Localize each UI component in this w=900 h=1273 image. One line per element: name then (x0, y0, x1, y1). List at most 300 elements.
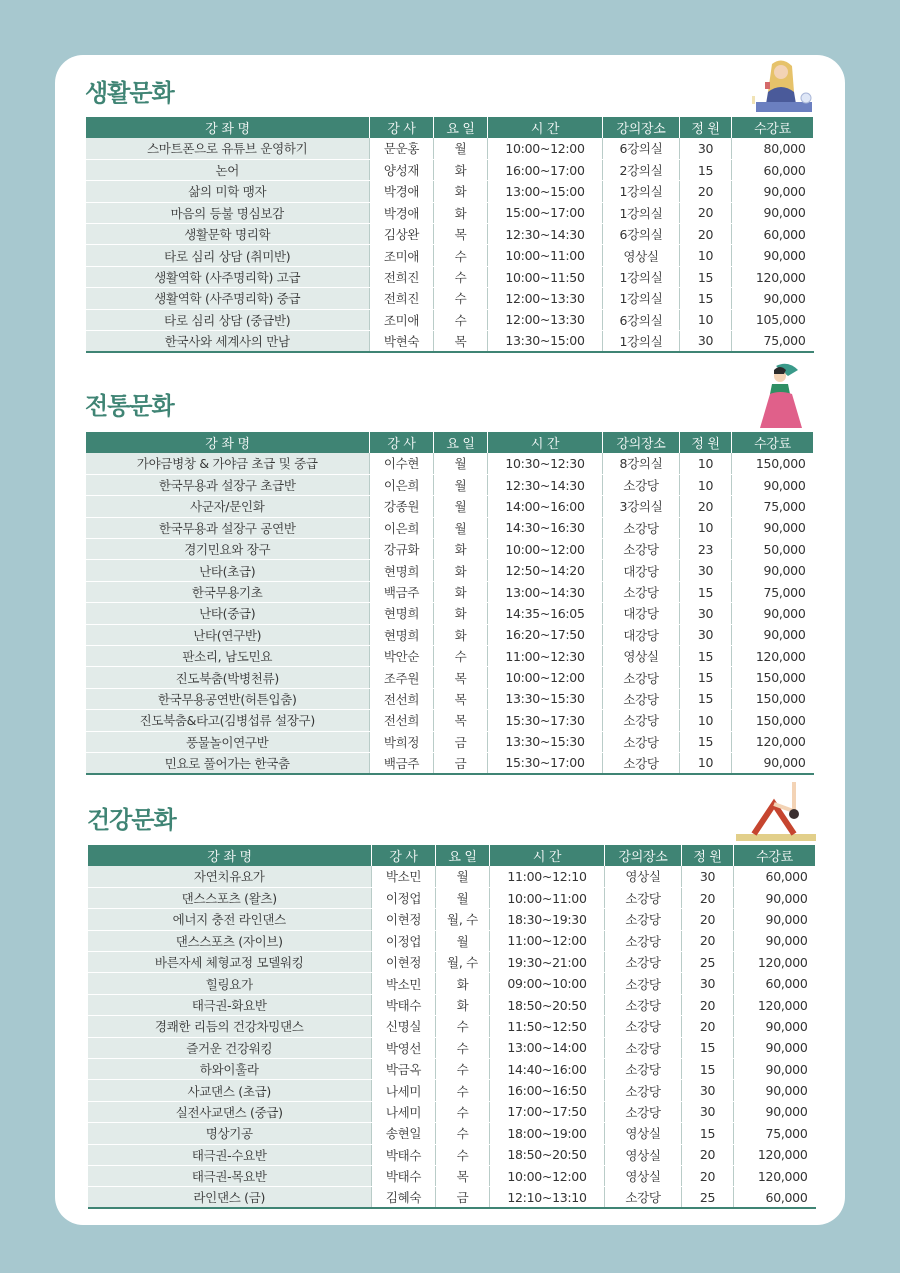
instructor-cell: 이현정 (372, 909, 436, 930)
capacity-cell: 10 (680, 710, 732, 731)
course-name-cell: 논어 (86, 159, 370, 180)
table-row (88, 866, 816, 887)
instructor-cell: 이정업 (372, 930, 436, 951)
day-cell: 목 (434, 688, 488, 709)
table-row (88, 952, 816, 973)
instructor-cell: 박영선 (372, 1037, 436, 1058)
course-table (85, 117, 814, 353)
room-cell: 소강당 (605, 930, 682, 951)
table-row (88, 930, 816, 951)
time-cell: 14:40~16:00 (490, 1059, 605, 1080)
instructor-cell: 박태수 (372, 1144, 436, 1165)
fee-cell: 120,000 (734, 952, 816, 973)
capacity-cell: 15 (682, 1123, 734, 1144)
fee-cell: 150,000 (732, 688, 814, 709)
time-cell: 19:30~21:00 (490, 952, 605, 973)
table-row (88, 887, 816, 908)
fee-cell: 90,000 (734, 1101, 816, 1122)
room-cell: 대강당 (603, 560, 680, 581)
course-name-cell: 가야금병창 & 가야금 초급 및 중급 (86, 453, 370, 474)
capacity-cell: 15 (680, 731, 732, 752)
fee-cell: 90,000 (734, 1016, 816, 1037)
column-header-room: 강의장소 (603, 117, 680, 138)
day-cell: 월 (436, 887, 490, 908)
column-header-time: 시 간 (488, 117, 603, 138)
time-cell: 10:00~12:00 (488, 667, 603, 688)
table-row (88, 973, 816, 994)
capacity-cell: 30 (680, 138, 732, 159)
room-cell: 소강당 (605, 887, 682, 908)
table-row (86, 646, 814, 667)
day-cell: 목 (434, 667, 488, 688)
column-header-day: 요 일 (434, 432, 488, 453)
instructor-cell: 조미애 (370, 245, 434, 266)
room-cell: 소강당 (605, 994, 682, 1015)
course-name-cell: 생활문학 명리학 (86, 224, 370, 245)
time-cell: 11:50~12:50 (490, 1016, 605, 1037)
day-cell: 화 (434, 581, 488, 602)
room-cell: 영상실 (605, 1123, 682, 1144)
fee-cell: 75,000 (734, 1123, 816, 1144)
table-row (86, 202, 814, 223)
time-cell: 10:00~11:00 (490, 887, 605, 908)
capacity-cell: 15 (680, 288, 732, 309)
course-name-cell: 민요로 풀어가는 한국춤 (86, 752, 370, 773)
fee-cell: 120,000 (734, 994, 816, 1015)
table-header-row (86, 432, 814, 453)
time-cell: 10:00~12:00 (488, 138, 603, 159)
time-cell: 13:30~15:30 (488, 731, 603, 752)
fee-cell: 120,000 (732, 646, 814, 667)
course-name-cell: 명상기공 (88, 1123, 372, 1144)
table-row (86, 331, 814, 352)
capacity-cell: 10 (680, 309, 732, 330)
table-row (86, 539, 814, 560)
fee-cell: 90,000 (734, 1080, 816, 1101)
capacity-cell: 15 (680, 688, 732, 709)
fee-cell: 60,000 (732, 159, 814, 180)
day-cell: 목 (436, 1165, 490, 1186)
time-cell: 18:00~19:00 (490, 1123, 605, 1144)
instructor-cell: 박태수 (372, 1165, 436, 1186)
capacity-cell: 30 (680, 624, 732, 645)
table-row (86, 288, 814, 309)
table-row (88, 994, 816, 1015)
room-cell: 소강당 (605, 1059, 682, 1080)
capacity-cell: 20 (682, 887, 734, 908)
section-title: 전통문화 (85, 392, 174, 420)
time-cell: 12:50~14:20 (488, 560, 603, 581)
fee-cell: 75,000 (732, 581, 814, 602)
instructor-cell: 이은희 (370, 474, 434, 495)
capacity-cell: 10 (680, 752, 732, 773)
time-cell: 18:30~19:30 (490, 909, 605, 930)
time-cell: 10:00~12:00 (490, 1165, 605, 1186)
fee-cell: 75,000 (732, 331, 814, 352)
day-cell: 수 (434, 266, 488, 287)
room-cell: 소강당 (603, 731, 680, 752)
room-cell: 1강의실 (603, 202, 680, 223)
course-name-cell: 생활역학 (사주명리학) 고급 (86, 266, 370, 287)
time-cell: 15:30~17:30 (488, 710, 603, 731)
time-cell: 16:00~17:00 (488, 159, 603, 180)
instructor-cell: 박태수 (372, 994, 436, 1015)
course-table (85, 432, 814, 775)
instructor-cell: 김상완 (370, 224, 434, 245)
room-cell: 소강당 (605, 1080, 682, 1101)
capacity-cell: 15 (680, 667, 732, 688)
room-cell: 소강당 (603, 474, 680, 495)
table-row (86, 688, 814, 709)
course-name-cell: 하와이훌라 (88, 1059, 372, 1080)
time-cell: 15:30~17:00 (488, 752, 603, 773)
capacity-cell: 20 (680, 181, 732, 202)
course-name-cell: 경쾌한 리듬의 건강차밍댄스 (88, 1016, 372, 1037)
column-header-room: 강의장소 (603, 432, 680, 453)
day-cell: 금 (434, 731, 488, 752)
room-cell: 소강당 (603, 710, 680, 731)
instructor-cell: 현명희 (370, 560, 434, 581)
time-cell: 16:00~16:50 (490, 1080, 605, 1101)
table-row (86, 752, 814, 773)
course-name-cell: 태극권-목요반 (88, 1165, 372, 1186)
course-name-cell: 댄스스포츠 (자이브) (88, 930, 372, 951)
capacity-cell: 15 (680, 646, 732, 667)
room-cell: 소강당 (605, 952, 682, 973)
time-cell: 12:00~13:30 (488, 309, 603, 330)
instructor-cell: 백금주 (370, 752, 434, 773)
instructor-cell: 박경애 (370, 202, 434, 223)
room-cell: 8강의실 (603, 453, 680, 474)
section-title: 건강문화 (87, 806, 176, 834)
room-cell: 영상실 (605, 1165, 682, 1186)
table-row (86, 496, 814, 517)
course-name-cell: 라인댄스 (금) (88, 1187, 372, 1208)
instructor-cell: 이정업 (372, 887, 436, 908)
column-header-course-name: 강 좌 명 (86, 117, 370, 138)
table-row (86, 603, 814, 624)
capacity-cell: 15 (680, 581, 732, 602)
room-cell: 소강당 (605, 973, 682, 994)
time-cell: 13:30~15:30 (488, 688, 603, 709)
time-cell: 12:00~13:30 (488, 288, 603, 309)
capacity-cell: 25 (682, 1187, 734, 1208)
course-name-cell: 사군자/문인화 (86, 496, 370, 517)
capacity-cell: 20 (680, 224, 732, 245)
capacity-cell: 20 (680, 496, 732, 517)
fee-cell: 150,000 (732, 710, 814, 731)
course-name-cell: 자연치유요가 (88, 866, 372, 887)
room-cell: 3강의실 (603, 496, 680, 517)
course-name-cell: 한국무용과 설장구 공연반 (86, 517, 370, 538)
room-cell: 소강당 (605, 1037, 682, 1058)
day-cell: 월 (436, 866, 490, 887)
fee-cell: 105,000 (732, 309, 814, 330)
room-cell: 영상실 (605, 866, 682, 887)
room-cell: 대강당 (603, 603, 680, 624)
time-cell: 14:00~16:00 (488, 496, 603, 517)
course-name-cell: 사교댄스 (초급) (88, 1080, 372, 1101)
fee-cell: 120,000 (734, 1144, 816, 1165)
instructor-cell: 박현숙 (370, 331, 434, 352)
column-header-time: 시 간 (490, 845, 605, 866)
room-cell: 소강당 (603, 581, 680, 602)
day-cell: 월 (434, 474, 488, 495)
fee-cell: 90,000 (732, 603, 814, 624)
room-cell: 영상실 (603, 245, 680, 266)
capacity-cell: 10 (680, 245, 732, 266)
instructor-cell: 전선희 (370, 710, 434, 731)
fee-cell: 90,000 (732, 624, 814, 645)
table-row (86, 224, 814, 245)
day-cell: 월 (434, 517, 488, 538)
course-name-cell: 풍물놀이연구반 (86, 731, 370, 752)
column-header-instructor: 강 사 (370, 117, 434, 138)
room-cell: 1강의실 (603, 266, 680, 287)
fee-cell: 60,000 (734, 1187, 816, 1208)
day-cell: 월, 수 (436, 952, 490, 973)
instructor-cell: 박소민 (372, 866, 436, 887)
table-row (88, 1187, 816, 1208)
day-cell: 금 (434, 752, 488, 773)
column-header-time: 시 간 (488, 432, 603, 453)
day-cell: 수 (434, 309, 488, 330)
time-cell: 15:00~17:00 (488, 202, 603, 223)
time-cell: 13:00~14:30 (488, 581, 603, 602)
instructor-cell: 박경애 (370, 181, 434, 202)
room-cell: 1강의실 (603, 181, 680, 202)
course-name-cell: 즐거운 건강워킹 (88, 1037, 372, 1058)
capacity-cell: 10 (680, 474, 732, 495)
column-header-fee: 수강료 (732, 117, 814, 138)
fee-cell: 90,000 (732, 245, 814, 266)
instructor-cell: 양성재 (370, 159, 434, 180)
room-cell: 소강당 (605, 909, 682, 930)
table-row (86, 266, 814, 287)
column-header-instructor: 강 사 (372, 845, 436, 866)
section-health-culture (87, 805, 815, 1209)
capacity-cell: 20 (682, 1165, 734, 1186)
fee-cell: 50,000 (732, 539, 814, 560)
capacity-cell: 10 (680, 517, 732, 538)
table-row (86, 560, 814, 581)
course-name-cell: 한국사와 세계사의 만남 (86, 331, 370, 352)
table-row (88, 1165, 816, 1186)
fee-cell: 90,000 (732, 517, 814, 538)
column-header-capacity: 정 원 (680, 117, 732, 138)
capacity-cell: 30 (682, 1080, 734, 1101)
room-cell: 소강당 (605, 1101, 682, 1122)
day-cell: 수 (434, 646, 488, 667)
course-name-cell: 난타(연구반) (86, 624, 370, 645)
day-cell: 월 (434, 496, 488, 517)
column-header-capacity: 정 원 (682, 845, 734, 866)
table-row (86, 159, 814, 180)
room-cell: 대강당 (603, 624, 680, 645)
capacity-cell: 15 (680, 266, 732, 287)
time-cell: 10:30~12:30 (488, 453, 603, 474)
day-cell: 화 (434, 603, 488, 624)
table-row (88, 1080, 816, 1101)
fee-cell: 150,000 (732, 667, 814, 688)
time-cell: 11:00~12:00 (490, 930, 605, 951)
table-header-row (86, 117, 814, 138)
capacity-cell: 25 (682, 952, 734, 973)
fee-cell: 75,000 (732, 496, 814, 517)
section-lifestyle-culture (85, 78, 813, 353)
instructor-cell: 현명희 (370, 624, 434, 645)
course-name-cell: 태극권-수요반 (88, 1144, 372, 1165)
course-name-cell: 한국무용과 설장구 초급반 (86, 474, 370, 495)
instructor-cell: 백금주 (370, 581, 434, 602)
day-cell: 금 (436, 1187, 490, 1208)
capacity-cell: 20 (682, 909, 734, 930)
day-cell: 월 (434, 453, 488, 474)
instructor-cell: 이은희 (370, 517, 434, 538)
time-cell: 11:00~12:10 (490, 866, 605, 887)
time-cell: 12:30~14:30 (488, 224, 603, 245)
instructor-cell: 강규화 (370, 539, 434, 560)
instructor-cell: 이수현 (370, 453, 434, 474)
room-cell: 소강당 (603, 517, 680, 538)
day-cell: 화 (434, 202, 488, 223)
fee-cell: 60,000 (732, 224, 814, 245)
time-cell: 13:00~15:00 (488, 181, 603, 202)
time-cell: 16:20~17:50 (488, 624, 603, 645)
course-name-cell: 생활역학 (사주명리학) 중급 (86, 288, 370, 309)
instructor-cell: 박소민 (372, 973, 436, 994)
time-cell: 14:35~16:05 (488, 603, 603, 624)
day-cell: 화 (434, 539, 488, 560)
room-cell: 6강의실 (603, 138, 680, 159)
column-header-course-name: 강 좌 명 (88, 845, 372, 866)
course-name-cell: 난타(초급) (86, 560, 370, 581)
time-cell: 09:00~10:00 (490, 973, 605, 994)
table-row (88, 909, 816, 930)
fee-cell: 60,000 (734, 866, 816, 887)
table-row (86, 624, 814, 645)
instructor-cell: 나세미 (372, 1101, 436, 1122)
fee-cell: 150,000 (732, 453, 814, 474)
room-cell: 6강의실 (603, 224, 680, 245)
table-row (86, 181, 814, 202)
day-cell: 화 (434, 181, 488, 202)
day-cell: 화 (436, 994, 490, 1015)
fee-cell: 80,000 (732, 138, 814, 159)
table-row (86, 474, 814, 495)
instructor-cell: 신명실 (372, 1016, 436, 1037)
capacity-cell: 15 (682, 1059, 734, 1080)
course-name-cell: 스마트폰으로 유튜브 운영하기 (86, 138, 370, 159)
fee-cell: 90,000 (732, 474, 814, 495)
time-cell: 12:10~13:10 (490, 1187, 605, 1208)
room-cell: 소강당 (603, 667, 680, 688)
instructor-cell: 김혜숙 (372, 1187, 436, 1208)
fee-cell: 90,000 (732, 560, 814, 581)
course-name-cell: 바른자세 체형교정 모델워킹 (88, 952, 372, 973)
capacity-cell: 20 (682, 930, 734, 951)
course-name-cell: 에너지 충전 라인댄스 (88, 909, 372, 930)
room-cell: 영상실 (605, 1144, 682, 1165)
room-cell: 1강의실 (603, 331, 680, 352)
fee-cell: 90,000 (734, 1059, 816, 1080)
instructor-cell: 조주원 (370, 667, 434, 688)
table-row (86, 731, 814, 752)
day-cell: 화 (436, 973, 490, 994)
fee-cell: 90,000 (734, 1037, 816, 1058)
table-row (86, 517, 814, 538)
time-cell: 13:00~14:00 (490, 1037, 605, 1058)
day-cell: 월 (434, 138, 488, 159)
instructor-cell: 박안순 (370, 646, 434, 667)
column-header-day: 요 일 (434, 117, 488, 138)
fee-cell: 60,000 (734, 973, 816, 994)
day-cell: 수 (436, 1037, 490, 1058)
instructor-cell: 전희진 (370, 266, 434, 287)
table-row (88, 1101, 816, 1122)
course-table (87, 845, 816, 1209)
course-name-cell: 실전사교댄스 (중급) (88, 1101, 372, 1122)
time-cell: 14:30~16:30 (488, 517, 603, 538)
room-cell: 영상실 (603, 646, 680, 667)
day-cell: 월, 수 (436, 909, 490, 930)
instructor-cell: 박금옥 (372, 1059, 436, 1080)
course-name-cell: 한국무용기초 (86, 581, 370, 602)
instructor-cell: 현명희 (370, 603, 434, 624)
day-cell: 수 (434, 245, 488, 266)
column-header-day: 요 일 (436, 845, 490, 866)
capacity-cell: 30 (682, 866, 734, 887)
fee-cell: 120,000 (732, 266, 814, 287)
table-row (86, 309, 814, 330)
fee-cell: 90,000 (732, 202, 814, 223)
instructor-cell: 전희진 (370, 288, 434, 309)
fee-cell: 90,000 (732, 181, 814, 202)
fee-cell: 120,000 (734, 1165, 816, 1186)
room-cell: 2강의실 (603, 159, 680, 180)
day-cell: 수 (436, 1016, 490, 1037)
instructor-cell: 박희정 (370, 731, 434, 752)
room-cell: 6강의실 (603, 309, 680, 330)
capacity-cell: 15 (680, 159, 732, 180)
course-name-cell: 타로 심리 상담 (중급반) (86, 309, 370, 330)
room-cell: 소강당 (605, 1187, 682, 1208)
day-cell: 목 (434, 331, 488, 352)
section-title: 생활문화 (85, 79, 174, 107)
fee-cell: 120,000 (732, 731, 814, 752)
column-header-capacity: 정 원 (680, 432, 732, 453)
capacity-cell: 10 (680, 453, 732, 474)
course-name-cell: 한국무용공연반(허튼입춤) (86, 688, 370, 709)
day-cell: 화 (434, 159, 488, 180)
table-row (88, 1037, 816, 1058)
time-cell: 18:50~20:50 (490, 994, 605, 1015)
column-header-fee: 수강료 (732, 432, 814, 453)
capacity-cell: 20 (682, 994, 734, 1015)
course-name-cell: 댄스스포츠 (왈츠) (88, 887, 372, 908)
course-name-cell: 진도북춤(박병천류) (86, 667, 370, 688)
course-name-cell: 힐링요가 (88, 973, 372, 994)
instructor-cell: 전선희 (370, 688, 434, 709)
column-header-course-name: 강 좌 명 (86, 432, 370, 453)
column-header-instructor: 강 사 (370, 432, 434, 453)
time-cell: 17:00~17:50 (490, 1101, 605, 1122)
time-cell: 12:30~14:30 (488, 474, 603, 495)
capacity-cell: 15 (682, 1037, 734, 1058)
capacity-cell: 20 (682, 1016, 734, 1037)
table-row (86, 245, 814, 266)
time-cell: 18:50~20:50 (490, 1144, 605, 1165)
